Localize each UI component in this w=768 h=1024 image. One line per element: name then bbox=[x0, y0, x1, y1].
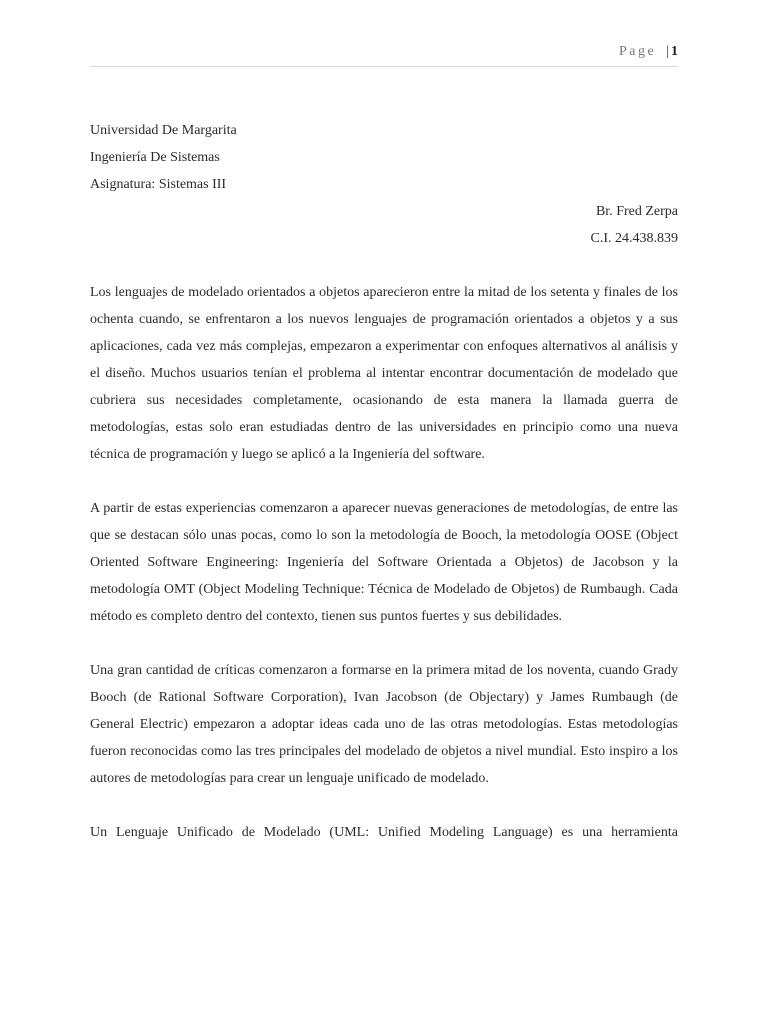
university-name: Universidad De Margarita bbox=[90, 123, 237, 138]
spacer bbox=[90, 792, 678, 819]
spacer bbox=[90, 468, 678, 495]
spacer bbox=[90, 252, 678, 279]
paragraph: Los lenguajes de modelado orientados a objetos aparecieron entre la mitad de los setenta y finales de los ochenta cuando, se enfrentaron a los nuevos lenguajes de programación orientados a objetos y a sus aplicaciones, cada vez más complejas, empezaron a experimentar con enfoques alternativos al análisis y el diseño. Muchos usuarios tenían el problema al intentar encontrar documentación de modelado que cubriera sus necesidades completamente, ocasionando de esta manera la llamada guerra de metodologías, estas solo eran estudiadas dentro de las universidades en principio como una nueva técnica de programación y luego se aplicó a la Ingeniería del software. bbox=[90, 285, 678, 462]
spacer bbox=[90, 630, 678, 657]
page-separator: | bbox=[666, 44, 669, 59]
subject-name: Asignatura: Sistemas III bbox=[90, 177, 227, 192]
page-label: Page bbox=[618, 44, 657, 59]
author-name: Br. Fred Zerpa bbox=[595, 204, 678, 219]
author-id: C.I. 24.438.839 bbox=[590, 231, 678, 246]
paragraph: A partir de estas experiencias comenzaron a aparecer nuevas generaciones de metodologías, de entre las que se destacan sólo unas pocas, como lo son la metodología de Booch, la metodología OOSE (Object Oriented Software Engineering: Ingeniería del Software Orientada a Objetos) de Jacobson y la metodología OMT (Object Modeling Technique: Técnica de Modelado de Objetos) de Rumbaugh. Cada método es completo dentro del contexto, tienen sus puntos fuertes y sus debilidades. bbox=[90, 501, 678, 624]
paragraph: Una gran cantidad de críticas comenzaron a formarse en la primera mitad de los noventa, cuando Grady Booch (de Rational Software Corporation), Ivan Jacobson (de Objectary) y James Rumbaugh (de General Electric) empezaron a adoptar ideas cada uno de las otras metodologías. Estas metodologías fueron reconocidas como las tres principales del modelado de objetos a nivel mundial. Esto inspiro a los autores de metodologías para crear un lenguaje unificado de modelado. bbox=[90, 663, 678, 786]
paragraph: Un Lenguaje Unificado de Modelado (UML: Unified Modeling Language) es una herramienta bbox=[90, 825, 678, 840]
document-body bbox=[90, 117, 678, 846]
page-header bbox=[90, 44, 678, 67]
career-name: Ingeniería De Sistemas bbox=[90, 150, 220, 165]
page-number: 1 bbox=[671, 44, 678, 59]
